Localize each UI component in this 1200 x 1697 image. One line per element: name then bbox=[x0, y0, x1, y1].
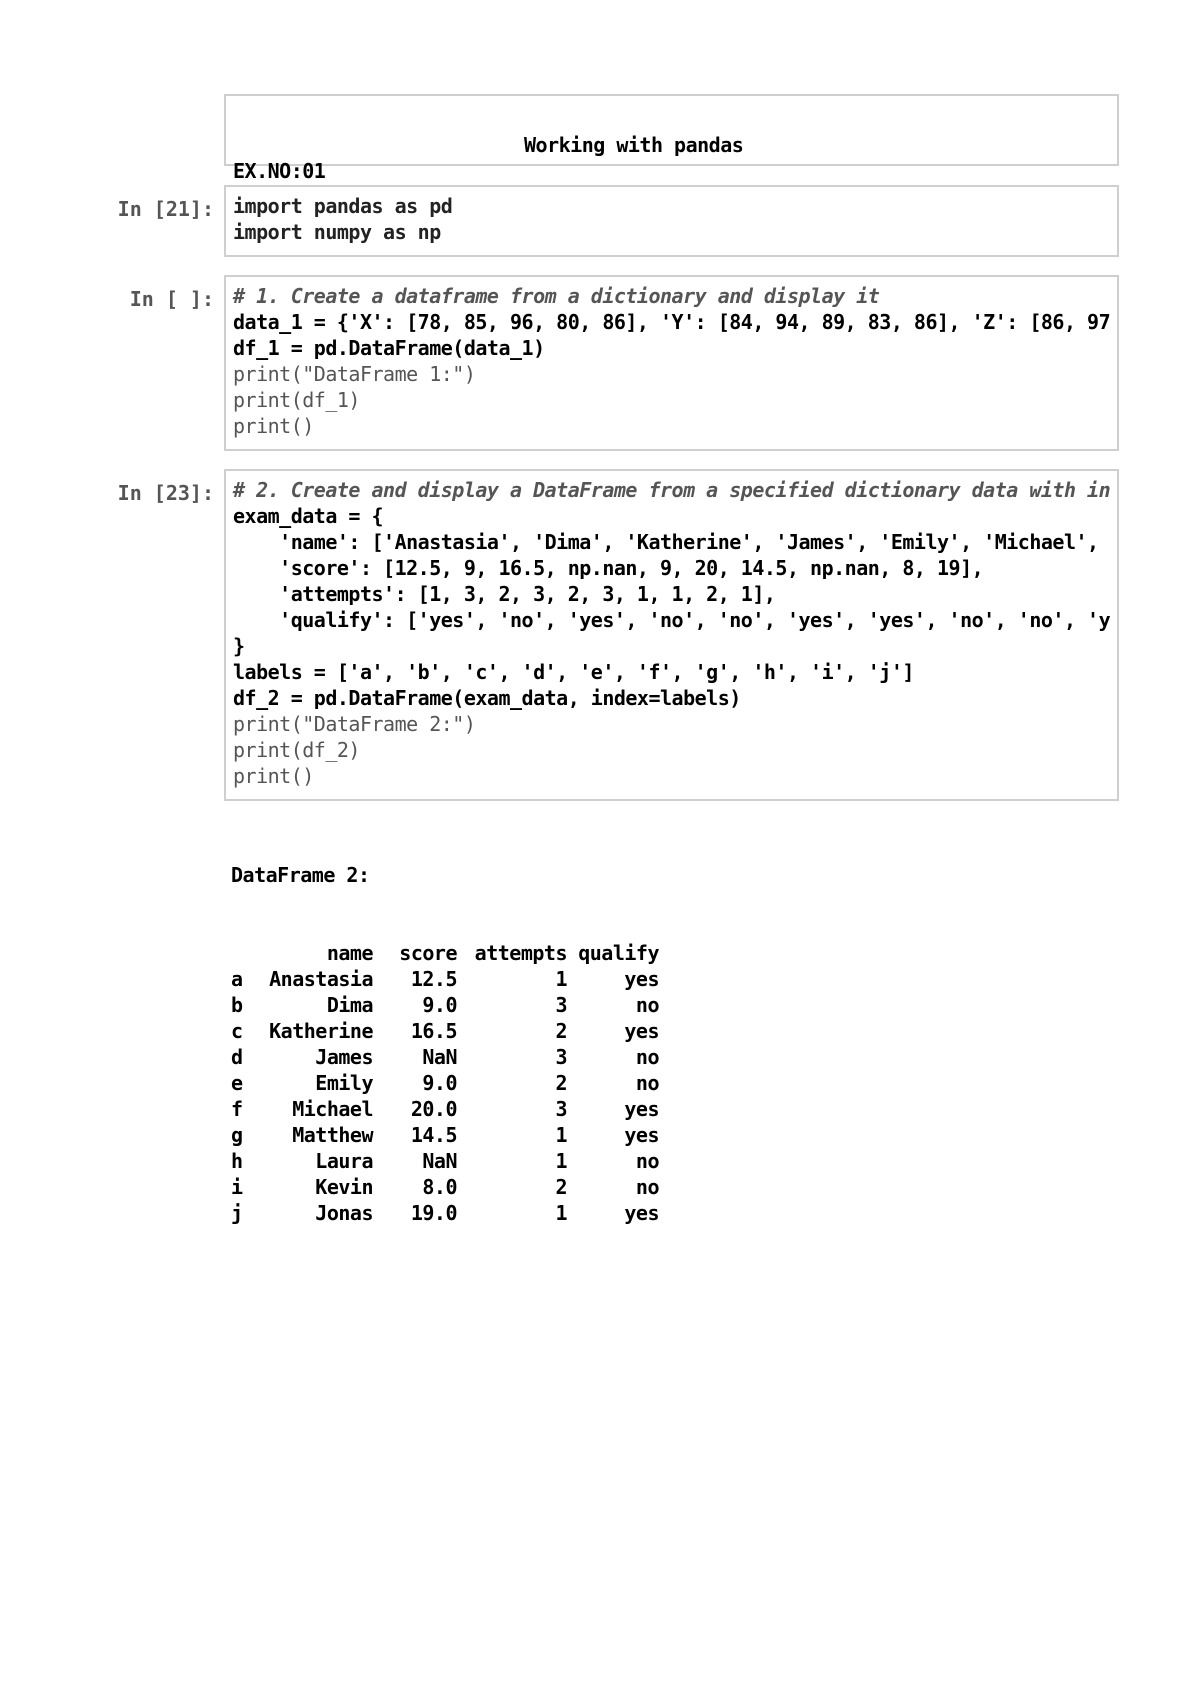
table-row bbox=[231, 992, 659, 1018]
column-header: score bbox=[399, 941, 457, 965]
table-row bbox=[231, 1200, 659, 1226]
cell-prompt: In [23]: bbox=[117, 481, 214, 505]
row-index: b bbox=[231, 993, 243, 1017]
cell-attempts: 3 bbox=[555, 1045, 567, 1069]
table-row bbox=[231, 1174, 659, 1200]
cell-score: NaN bbox=[422, 1149, 457, 1173]
cell-prompt: In [21]: bbox=[117, 197, 214, 221]
code-line: 'name': ['Anastasia', 'Dima', 'Katherine', 'James', 'Emily', 'Michael', bbox=[233, 530, 1099, 554]
row-index: j bbox=[231, 1201, 243, 1225]
code-line: 'qualify': ['yes', 'no', 'yes', 'no', 'no', 'yes', 'yes', 'no', 'no', 'y bbox=[233, 608, 1111, 632]
cell-qualify: yes bbox=[624, 1097, 659, 1121]
cell-name: Kevin bbox=[315, 1175, 373, 1199]
row-index: f bbox=[231, 1097, 243, 1121]
row-index: h bbox=[231, 1149, 243, 1173]
code-editor[interactable] bbox=[226, 277, 1117, 445]
code-line: print(df_2) bbox=[233, 738, 360, 762]
row-index: g bbox=[231, 1123, 243, 1147]
cell-score: 19.0 bbox=[410, 1201, 457, 1225]
cell-qualify: yes bbox=[624, 1019, 659, 1043]
markdown-header-cell[interactable] bbox=[224, 94, 1119, 183]
output-heading: DataFrame 2: bbox=[231, 863, 370, 887]
cell-attempts: 1 bbox=[555, 1201, 567, 1225]
table-body bbox=[231, 966, 659, 1226]
cell-attempts: 2 bbox=[555, 1175, 567, 1199]
cell-score: 9.0 bbox=[422, 1071, 457, 1095]
code-line: data_1 = {'X': [78, 85, 96, 80, 86], 'Y': [84, 94, 89, 83, 86], 'Z': [86, 97 bbox=[233, 310, 1111, 334]
code-line: import numpy as np bbox=[233, 220, 441, 244]
code-line: exam_data = { bbox=[233, 504, 384, 528]
table-row bbox=[231, 966, 659, 992]
cell-score: 14.5 bbox=[410, 1123, 457, 1147]
cell-name: James bbox=[315, 1045, 373, 1069]
code-line: print() bbox=[233, 414, 314, 438]
code-line: df_1 = pd.DataFrame(data_1) bbox=[233, 336, 545, 360]
code-line: df_2 = pd.DataFrame(exam_data, index=labels) bbox=[233, 686, 741, 710]
cell-name: Emily bbox=[315, 1071, 373, 1095]
cell-score: 16.5 bbox=[410, 1019, 457, 1043]
cell-qualify: yes bbox=[624, 967, 659, 991]
cell-prompt: In [ ]: bbox=[129, 287, 214, 311]
row-index: a bbox=[231, 967, 243, 991]
column-header: qualify bbox=[578, 941, 659, 965]
cell-name: Dima bbox=[326, 993, 373, 1017]
cell-attempts: 2 bbox=[555, 1019, 567, 1043]
code-line: labels = ['a', 'b', 'c', 'd', 'e', 'f', 'g', 'h', 'i', 'j'] bbox=[233, 660, 914, 684]
cell-score: 9.0 bbox=[422, 993, 457, 1017]
row-index: c bbox=[231, 1019, 243, 1043]
cell-score: 12.5 bbox=[410, 967, 457, 991]
cell-attempts: 1 bbox=[555, 1149, 567, 1173]
column-header: attempts bbox=[474, 941, 567, 965]
cell-attempts: 2 bbox=[555, 1071, 567, 1095]
code-cell-dataframe-1[interactable] bbox=[224, 275, 1119, 451]
row-index: e bbox=[231, 1071, 243, 1095]
code-line: 'score': [12.5, 9, 16.5, np.nan, 9, 20, 14.5, np.nan, 8, 19], bbox=[233, 556, 984, 580]
cell-qualify: no bbox=[635, 1071, 659, 1095]
code-cell-imports[interactable] bbox=[224, 185, 1119, 257]
cell-name: Laura bbox=[315, 1149, 373, 1173]
code-line: import pandas as pd bbox=[233, 194, 453, 218]
row-index: d bbox=[231, 1045, 243, 1069]
cell-name: Jonas bbox=[315, 1201, 373, 1225]
code-editor[interactable] bbox=[226, 187, 1117, 251]
table-row bbox=[231, 1044, 659, 1070]
cell-score: NaN bbox=[422, 1045, 457, 1069]
table-row bbox=[231, 1148, 659, 1174]
cell-attempts: 3 bbox=[555, 1097, 567, 1121]
page-title: Working with pandas bbox=[524, 133, 744, 157]
dataframe-table bbox=[231, 940, 659, 1226]
cell-name: Matthew bbox=[292, 1123, 373, 1147]
ex-no-label: EX.NO:01 bbox=[233, 159, 326, 183]
table-row bbox=[231, 1122, 659, 1148]
code-line: print(df_1) bbox=[233, 388, 360, 412]
code-line: print() bbox=[233, 764, 314, 788]
cell-qualify: yes bbox=[624, 1201, 659, 1225]
code-comment: # 1. Create a dataframe from a dictionary and display it bbox=[233, 284, 880, 308]
table-row bbox=[231, 1018, 659, 1044]
table-row bbox=[231, 1070, 659, 1096]
cell-qualify: no bbox=[635, 1149, 659, 1173]
code-line: print("DataFrame 2:") bbox=[233, 712, 476, 736]
cell-qualify: no bbox=[635, 1175, 659, 1199]
code-cell-dataframe-2[interactable] bbox=[224, 469, 1119, 801]
cell-name: Katherine bbox=[269, 1019, 373, 1043]
column-header bbox=[231, 940, 259, 966]
cell-qualify: yes bbox=[624, 1123, 659, 1147]
code-line: 'attempts': [1, 3, 2, 3, 2, 3, 1, 1, 2, 1], bbox=[233, 582, 776, 606]
table-header-row bbox=[231, 940, 659, 966]
code-editor[interactable] bbox=[226, 471, 1117, 795]
cell-attempts: 1 bbox=[555, 1123, 567, 1147]
cell-name: Michael bbox=[292, 1097, 373, 1121]
column-header: name bbox=[326, 941, 373, 965]
code-comment: # 2. Create and display a DataFrame from a specified dictionary data with in bbox=[233, 478, 1111, 502]
code-line: print("DataFrame 1:") bbox=[233, 362, 476, 386]
cell-qualify: no bbox=[635, 993, 659, 1017]
table-row bbox=[231, 1096, 659, 1122]
cell-output bbox=[231, 810, 659, 1278]
cell-attempts: 3 bbox=[555, 993, 567, 1017]
code-line: } bbox=[233, 634, 245, 658]
cell-attempts: 1 bbox=[555, 967, 567, 991]
cell-score: 8.0 bbox=[422, 1175, 457, 1199]
cell-name: Anastasia bbox=[269, 967, 373, 991]
row-index: i bbox=[231, 1175, 243, 1199]
cell-qualify: no bbox=[635, 1045, 659, 1069]
cell-score: 20.0 bbox=[410, 1097, 457, 1121]
